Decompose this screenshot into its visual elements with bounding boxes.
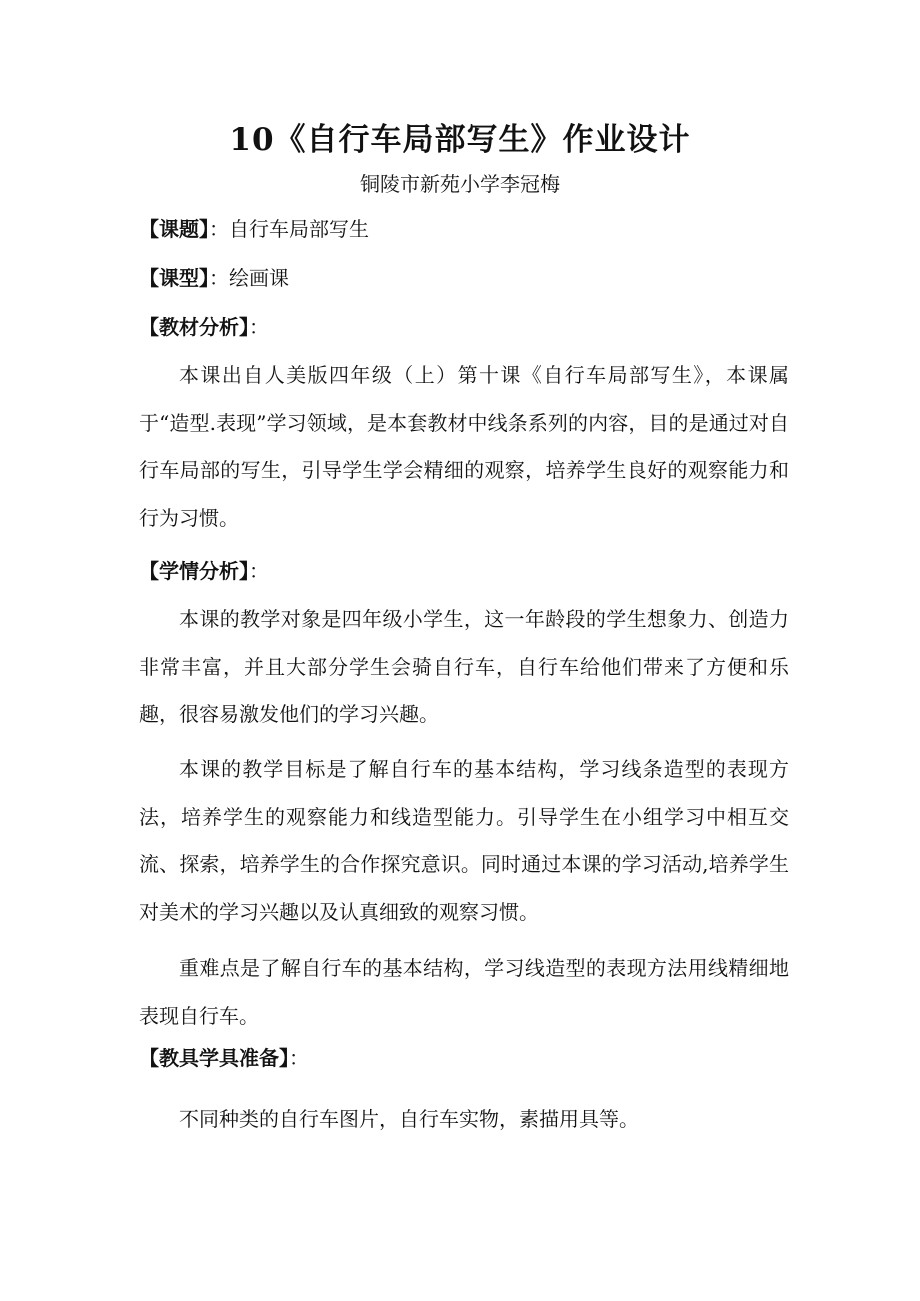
lesson-type-row [139,264,289,292]
author-line: 铜陵市新苑小学李冠梅 [360,172,560,196]
topic-value: 自行车局部写生 [229,217,369,241]
topic-label: 【课题】 [139,217,209,241]
textbook-analysis-paragraph: 本课出自人美版四年级（上）第十课《自行车局部写生》，本课属于“造型.表现”学习领域，是本套教材中线条系列的内容，目的是通过对自行车局部的写生，引导学生学会精细的观察，培养学生良好的观察能力和行为习惯。 [139,363,789,530]
textbook-analysis-label: 【教材分析】 [139,315,249,339]
materials-paragraph: 不同种类的自行车图片，自行车实物，素描用具等。 [179,1107,639,1131]
document-title: 10《自行车局部写生》作业设计 [229,122,691,158]
learner-analysis-label: 【学情分析】 [139,559,249,583]
materials-heading [139,1044,309,1072]
materials-separator: ： [289,1046,309,1070]
learner-analysis-separator: ： [249,559,269,583]
materials-label: 【教具学具准备】 [139,1046,289,1070]
topic-row [139,215,369,243]
lesson-type-value: 绘画课 [229,266,289,290]
textbook-analysis-heading [139,313,269,341]
lesson-type-label: 【课型】 [139,266,209,290]
learner-analysis-paragraph-3: 重难点是了解自行车的基本结构，学习线造型的表现方法用线精细地表现自行车。 [139,956,789,1028]
lesson-type-separator: ： [209,266,229,290]
textbook-analysis-separator: ： [249,315,269,339]
learner-analysis-paragraph-1: 本课的教学对象是四年级小学生，这一年龄段的学生想象力、创造力非常丰富，并且大部分学生会骑自行车，自行车给他们带来了方便和乐趣，很容易激发他们的学习兴趣。 [139,607,789,726]
learner-analysis-heading [139,557,269,585]
learner-analysis-paragraph-2: 本课的教学目标是了解自行车的基本结构，学习线条造型的表现方法，培养学生的观察能力和线造型能力。引导学生在小组学习中相互交流、探索，培养学生的合作探究意识。同时通过本课的学习活动,培养学生对美术的学习兴趣以及认真细致的观察习惯。 [139,757,789,924]
topic-separator: ： [209,217,229,241]
